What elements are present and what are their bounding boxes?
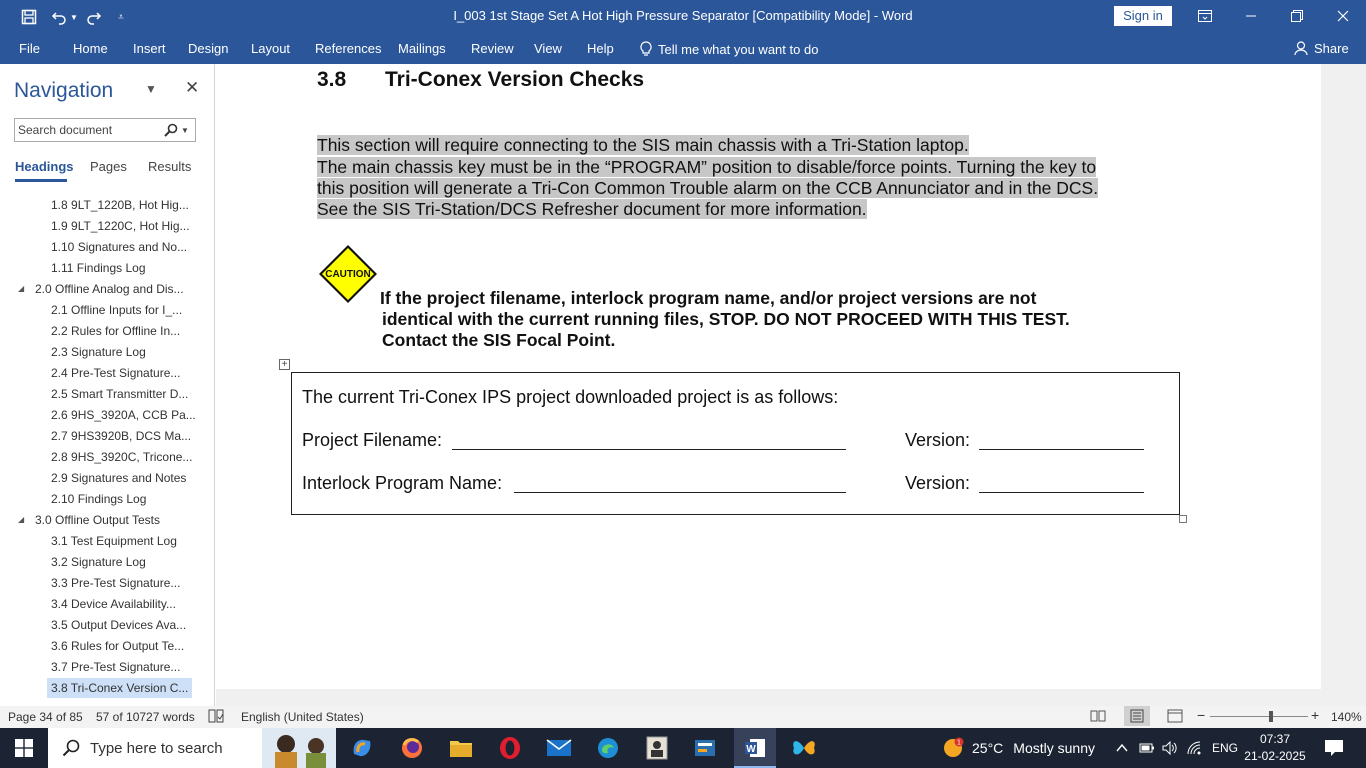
network-icon[interactable] <box>1187 728 1203 768</box>
app-butterfly-icon[interactable] <box>789 733 819 763</box>
clock-date: 21-02-2025 <box>1244 749 1306 763</box>
copilot-icon[interactable] <box>347 733 377 763</box>
weather-sun-icon <box>942 737 964 759</box>
language-indicator[interactable]: English (United States) <box>241 710 364 724</box>
heading-item[interactable]: 2.4 Pre-Test Signature... <box>51 366 181 380</box>
title-bar <box>0 0 1366 33</box>
warning-line: If the project filename, interlock program name, and/or project versions are not <box>380 288 1037 308</box>
tab-help[interactable]: Help <box>587 41 614 56</box>
warning-line: identical with the current running files, STOP. DO NOT PROCEED WITH THIS TEST. <box>382 309 1070 329</box>
clock-time: 07:37 <box>1259 732 1291 746</box>
tab-results[interactable]: Results <box>148 159 192 174</box>
system-clock[interactable] <box>1240 731 1310 765</box>
tab-layout[interactable]: Layout <box>251 41 291 56</box>
weather-temp: 25°C <box>972 740 1004 756</box>
opera-icon[interactable] <box>495 733 525 763</box>
zoom-slider-track[interactable] <box>1210 716 1308 717</box>
vertical-scrollbar[interactable] <box>1321 64 1366 706</box>
collapse-triangle-icon[interactable]: ◢ <box>18 515 25 524</box>
heading-item[interactable]: 1.8 9LT_1220B, Hot Hig... <box>51 198 189 212</box>
tab-design[interactable]: Design <box>188 41 229 56</box>
paragraph-line: The main chassis key must be in the “PROGRAM” position to disable/force points. Turning the key to <box>317 157 1097 177</box>
heading-item[interactable]: 3.8 Tri-Conex Version C... <box>47 678 192 698</box>
table-move-handle-icon[interactable]: + <box>279 359 290 370</box>
version-label: Version: <box>905 473 971 493</box>
minimize-icon[interactable] <box>1228 0 1274 32</box>
heading-item[interactable]: 2.6 9HS_3920A, CCB Pa... <box>51 408 196 422</box>
warning-line: Contact the SIS Focal Point. <box>382 330 616 350</box>
search-icon <box>62 739 80 757</box>
document-title: I_003 1st Stage Set A Hot High Pressure Separator [Compatibility Mode] - Word <box>453 8 913 23</box>
heading-item[interactable]: 2.10 Findings Log <box>51 492 147 506</box>
app-tools-icon[interactable] <box>690 733 720 763</box>
active-tab-underline <box>15 179 67 182</box>
heading-item[interactable]: 3.2 Signature Log <box>51 555 146 569</box>
battery-icon[interactable] <box>1139 728 1155 768</box>
heading-item[interactable]: 1.9 9LT_1220C, Hot Hig... <box>51 219 190 233</box>
taskbar-search-placeholder: Type here to search <box>90 739 223 757</box>
interlock-program-label: Interlock Program Name: <box>302 473 503 493</box>
heading-item[interactable]: 2.2 Rules for Offline In... <box>51 324 181 338</box>
close-icon[interactable]: ✕ <box>185 78 200 97</box>
ribbon-tabs <box>0 33 1366 64</box>
heading-item[interactable]: 2.3 Signature Log <box>51 345 146 359</box>
search-document-box <box>14 118 196 142</box>
web-layout-icon[interactable] <box>1167 709 1183 726</box>
version-label: Version: <box>905 430 971 450</box>
edge-icon[interactable] <box>593 733 623 763</box>
version-blank[interactable] <box>979 449 1144 450</box>
print-layout-icon[interactable] <box>1124 706 1150 726</box>
tab-references[interactable]: References <box>315 41 382 56</box>
weather-desc: Mostly sunny <box>1013 740 1095 756</box>
interlock-program-blank[interactable] <box>514 492 846 493</box>
zoom-slider-thumb[interactable] <box>1269 711 1273 722</box>
weather-badge: 1 <box>957 739 961 747</box>
table-resize-handle[interactable] <box>1179 515 1187 523</box>
restore-icon[interactable] <box>1274 0 1320 32</box>
chevron-down-icon[interactable]: ▼ <box>145 82 157 96</box>
read-mode-icon[interactable] <box>1090 709 1106 726</box>
taskbar <box>0 728 1366 768</box>
tab-pages[interactable]: Pages <box>90 159 127 174</box>
heading-item[interactable]: 2.5 Smart Transmitter D... <box>51 387 189 401</box>
firefox-icon[interactable] <box>397 733 427 763</box>
heading-item[interactable]: 3.6 Rules for Output Te... <box>51 639 185 653</box>
navigation-title: Navigation <box>14 79 114 102</box>
section-title: Tri-Conex Version Checks <box>385 68 645 91</box>
search-highlight-illustration <box>262 728 336 768</box>
version-blank[interactable] <box>979 492 1144 493</box>
paragraph-line: See the SIS Tri-Station/DCS Refresher document for more information. <box>317 199 867 219</box>
proofing-icon[interactable] <box>208 709 224 726</box>
navigation-tabs <box>0 159 215 183</box>
sign-in-button[interactable]: Sign in <box>1114 6 1172 26</box>
project-info-table <box>291 372 1180 515</box>
caution-sign-icon <box>318 244 378 304</box>
navigation-pane <box>0 64 215 706</box>
close-icon[interactable] <box>1320 0 1366 32</box>
tell-me-search[interactable] <box>640 41 818 57</box>
horizontal-scrollbar[interactable] <box>216 689 1321 706</box>
tab-file[interactable]: File <box>19 41 40 56</box>
heading-item[interactable]: 3.7 Pre-Test Signature... <box>51 660 181 674</box>
tab-home[interactable]: Home <box>73 41 108 56</box>
file-explorer-icon[interactable] <box>446 733 476 763</box>
section-number: 3.8 <box>317 68 347 91</box>
project-filename-label: Project Filename: <box>302 430 443 450</box>
zoom-level[interactable]: 140% <box>1331 710 1362 724</box>
app-portrait-icon[interactable] <box>642 733 672 763</box>
input-language[interactable]: ENG <box>1212 741 1239 755</box>
tab-mailings[interactable]: Mailings <box>398 41 446 56</box>
share-label: Share <box>1314 41 1349 56</box>
lightbulb-icon <box>640 41 652 57</box>
heading-item[interactable]: 2.0 Offline Analog and Dis... <box>35 282 184 296</box>
person-icon <box>1294 41 1308 56</box>
tab-review[interactable]: Review <box>471 41 514 56</box>
search-icon[interactable] <box>161 119 181 141</box>
paragraph-line: This section will require connecting to the SIS main chassis with a Tri-Station laptop. <box>317 135 969 155</box>
heading-item[interactable]: 3.3 Pre-Test Signature... <box>51 576 181 590</box>
heading-item[interactable]: 2.7 9HS3920B, DCS Ma... <box>51 429 192 443</box>
collapse-triangle-icon[interactable]: ◢ <box>18 284 25 293</box>
heading-item[interactable]: 1.11 Findings Log <box>51 261 146 275</box>
document-canvas <box>216 64 1321 689</box>
heading-item[interactable]: 2.1 Offline Inputs for I_... <box>51 303 183 317</box>
volume-icon[interactable] <box>1162 728 1178 768</box>
paragraph-line: this position will generate a Tri-Con Common Trouble alarm on the CCB Annunciator and in the DCS. <box>317 178 1099 198</box>
heading-item[interactable]: 3.1 Test Equipment Log <box>51 534 177 548</box>
heading-item[interactable]: 2.9 Signatures and Notes <box>51 471 187 485</box>
share-button[interactable] <box>1294 41 1349 56</box>
search-input[interactable] <box>15 123 161 137</box>
mail-icon[interactable] <box>544 733 574 763</box>
notifications-icon[interactable] <box>1324 728 1344 768</box>
heading-item[interactable]: 2.8 9HS_3920C, Tricone... <box>51 450 193 464</box>
customize-toolbar-icon[interactable]: ⩡ <box>118 11 124 23</box>
heading-item[interactable]: 3.4 Device Availability... <box>51 597 176 611</box>
ribbon-display-options-icon[interactable] <box>1182 0 1228 32</box>
windows-start-icon[interactable] <box>0 728 48 768</box>
svg-text:W: W <box>746 744 756 755</box>
heading-item[interactable]: 3.0 Offline Output Tests <box>35 513 160 527</box>
taskbar-search-box[interactable] <box>48 728 336 768</box>
heading-item[interactable]: 1.10 Signatures and No... <box>51 240 188 254</box>
project-filename-blank[interactable] <box>452 449 846 450</box>
caution-label: CAUTION <box>325 269 371 280</box>
page-count[interactable]: Page 34 of 85 <box>8 710 83 724</box>
word-taskbar-icon[interactable] <box>734 728 776 768</box>
zoom-in-icon[interactable]: + <box>1311 707 1320 723</box>
tab-headings[interactable]: Headings <box>15 159 74 174</box>
tab-view[interactable]: View <box>534 41 562 56</box>
search-options-chevron-icon[interactable]: ▼ <box>181 125 189 135</box>
tab-insert[interactable]: Insert <box>133 41 166 56</box>
tell-me-label: Tell me what you want to do <box>658 41 819 57</box>
table-intro: The current Tri-Conex IPS project downloaded project is as follows: <box>302 387 839 407</box>
weather-widget[interactable] <box>942 728 1095 768</box>
zoom-out-icon[interactable]: − <box>1197 707 1206 723</box>
undo-dropdown-icon[interactable]: ▼ <box>70 12 78 22</box>
word-count[interactable]: 57 of 10727 words <box>96 710 195 724</box>
heading-item[interactable]: 3.5 Output Devices Ava... <box>51 618 187 632</box>
chevron-up-icon[interactable] <box>1116 728 1128 768</box>
status-bar <box>0 706 1366 728</box>
